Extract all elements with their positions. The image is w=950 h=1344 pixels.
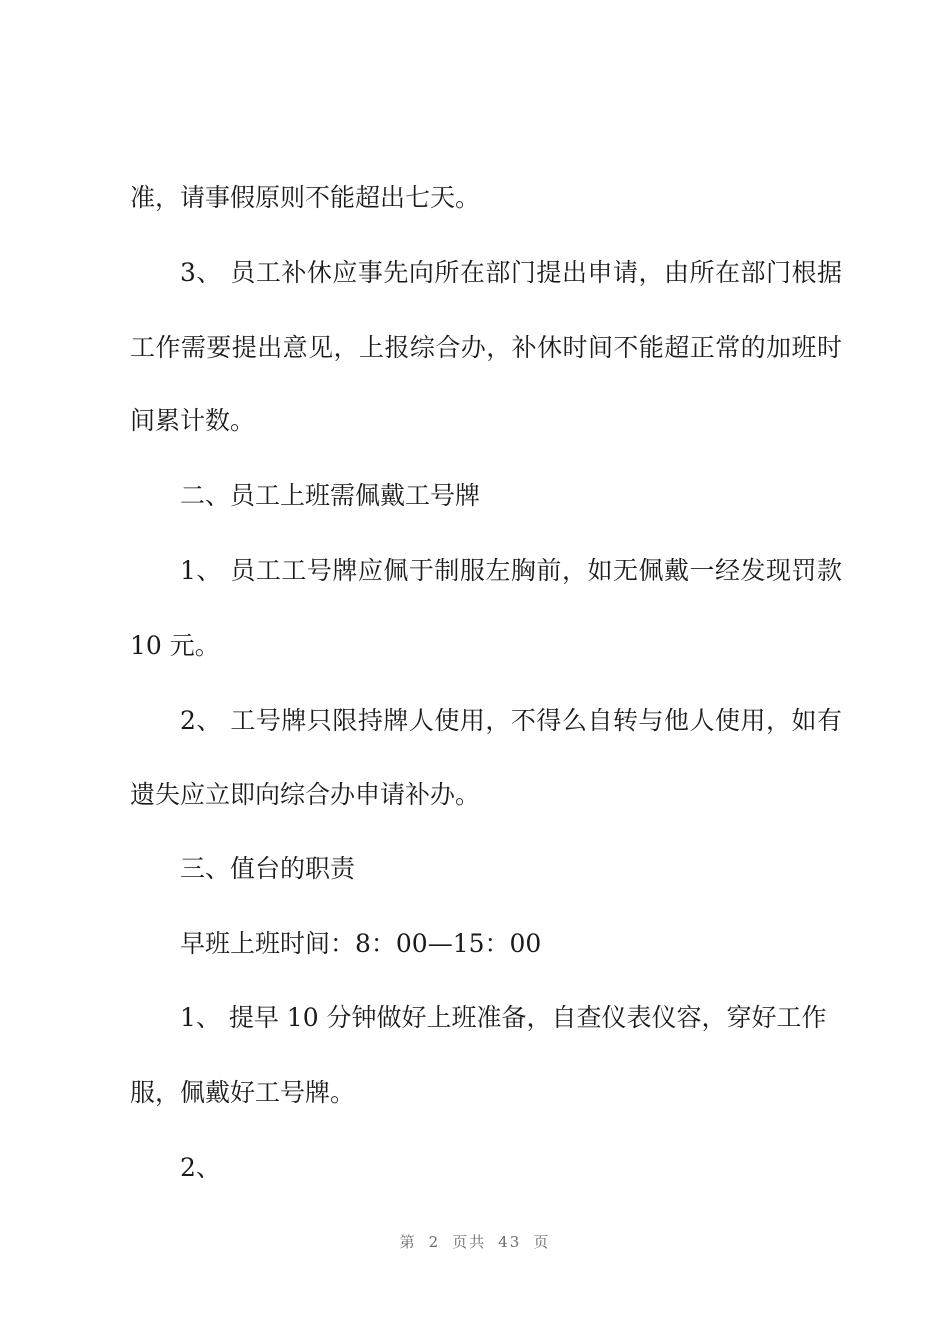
paragraph-line: 10 元。 [130, 631, 220, 660]
page-footer [0, 1231, 950, 1252]
paragraph-line: 2、 工号牌只限持牌人使用，不得么自转与他人使用，如有 [180, 706, 842, 735]
paragraph-line: 1、 员工工号牌应佩于制服左胸前，如无佩戴一经发现罚款 [180, 556, 842, 585]
paragraph-line: 3、 员工补休应事先向所在部门提出申请，由所在部门根据 [180, 258, 842, 287]
footer-prefix: 第 [399, 1233, 417, 1251]
paragraph-line: 准，请事假原则不能超出七天。 [130, 183, 481, 212]
section-heading: 二、员工上班需佩戴工号牌 [180, 481, 481, 510]
section-heading: 三、值台的职责 [180, 854, 356, 883]
footer-total-pages: 43 [498, 1233, 522, 1251]
paragraph-line: 服，佩戴好工号牌。 [130, 1078, 356, 1107]
paragraph-line: 1、 提早 10 分钟做好上班准备，自查仪表仪容，穿好工作 [180, 1003, 827, 1032]
footer-middle: 页共 [452, 1233, 487, 1251]
paragraph-line: 工作需要提出意见，上报综合办，补休时间不能超正常的加班时 [130, 333, 842, 362]
paragraph-line: 间累计数。 [130, 406, 256, 435]
paragraph-line: 遗失应立即向综合办申请补办。 [130, 780, 481, 809]
footer-suffix: 页 [533, 1233, 551, 1251]
paragraph-line: 2、 [180, 1153, 221, 1182]
paragraph-line: 早班上班时间：8：00—15：00 [180, 929, 542, 958]
footer-page-number: 2 [428, 1233, 441, 1251]
